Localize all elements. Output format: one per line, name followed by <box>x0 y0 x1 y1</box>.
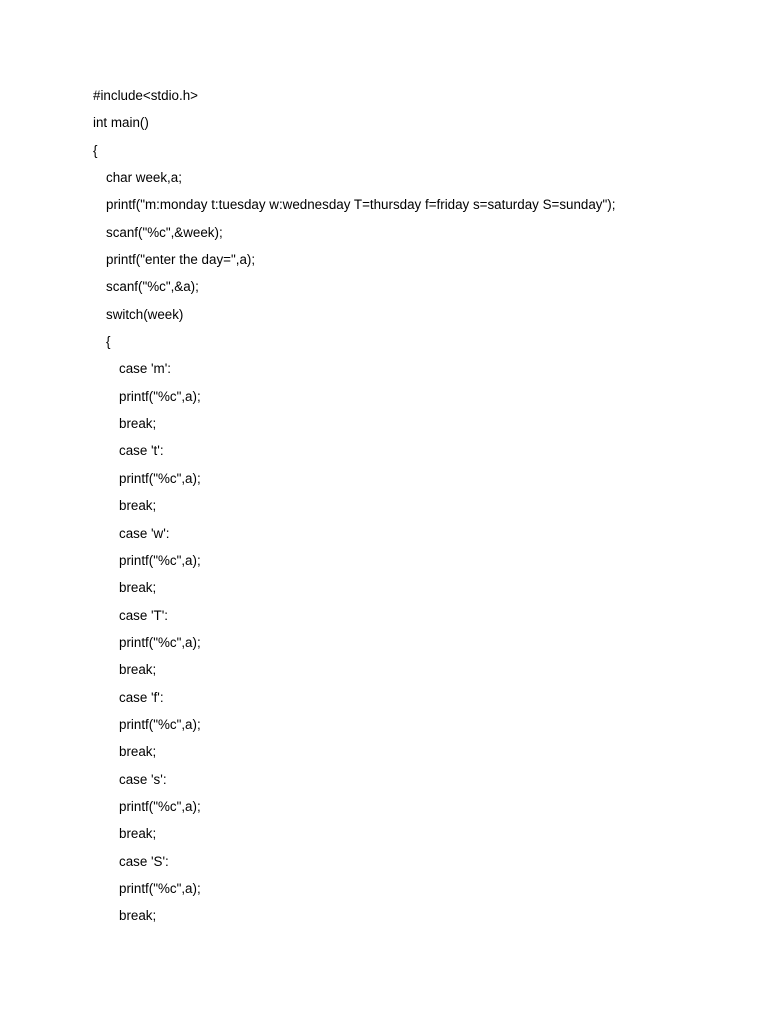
code-line-printf: printf("%c",a); <box>119 388 201 404</box>
code-line-switch: switch(week) <box>106 306 184 322</box>
code-line-scanf-week: scanf("%c",&week); <box>106 224 223 240</box>
code-line-case: case 'w': <box>119 525 170 541</box>
code-line-open-brace: { <box>93 142 98 158</box>
code-line-case: case 's': <box>119 771 167 787</box>
code-line-break: break; <box>119 662 157 678</box>
code-line-printf: printf("%c",a); <box>119 716 201 732</box>
code-line-printf-menu: printf("m:monday t:tuesday w:wednesday T=thursday f=friday s=saturday S=sunday"); <box>106 197 616 213</box>
code-line-switch-open-brace: { <box>106 334 111 350</box>
code-line-case: case 'm': <box>119 361 171 377</box>
code-line-printf: printf("%c",a); <box>119 880 201 896</box>
code-line-break: break; <box>119 744 157 760</box>
code-line-printf: printf("%c",a); <box>119 634 201 650</box>
code-line-printf: printf("%c",a); <box>119 470 201 486</box>
code-line-printf: printf("%c",a); <box>119 552 201 568</box>
code-listing <box>93 85 733 933</box>
code-line-case: case 't': <box>119 443 164 459</box>
code-line-break: break; <box>119 498 157 514</box>
code-line-break: break; <box>119 580 157 596</box>
code-line-break: break; <box>119 416 157 432</box>
code-line-case: case 'f': <box>119 689 164 705</box>
code-line-break: break; <box>119 826 157 842</box>
code-line-printf-prompt: printf("enter the day=",a); <box>106 252 256 268</box>
code-line-include: #include<stdio.h> <box>93 88 198 103</box>
code-line-declaration: char week,a; <box>106 170 182 186</box>
code-line-break: break; <box>119 908 157 924</box>
code-line-case: case 'S': <box>119 853 169 869</box>
code-line-case: case 'T': <box>119 607 169 623</box>
code-line-scanf-a: scanf("%c",&a); <box>106 279 199 295</box>
code-line-main-signature: int main() <box>93 115 149 131</box>
code-line-printf: printf("%c",a); <box>119 798 201 814</box>
